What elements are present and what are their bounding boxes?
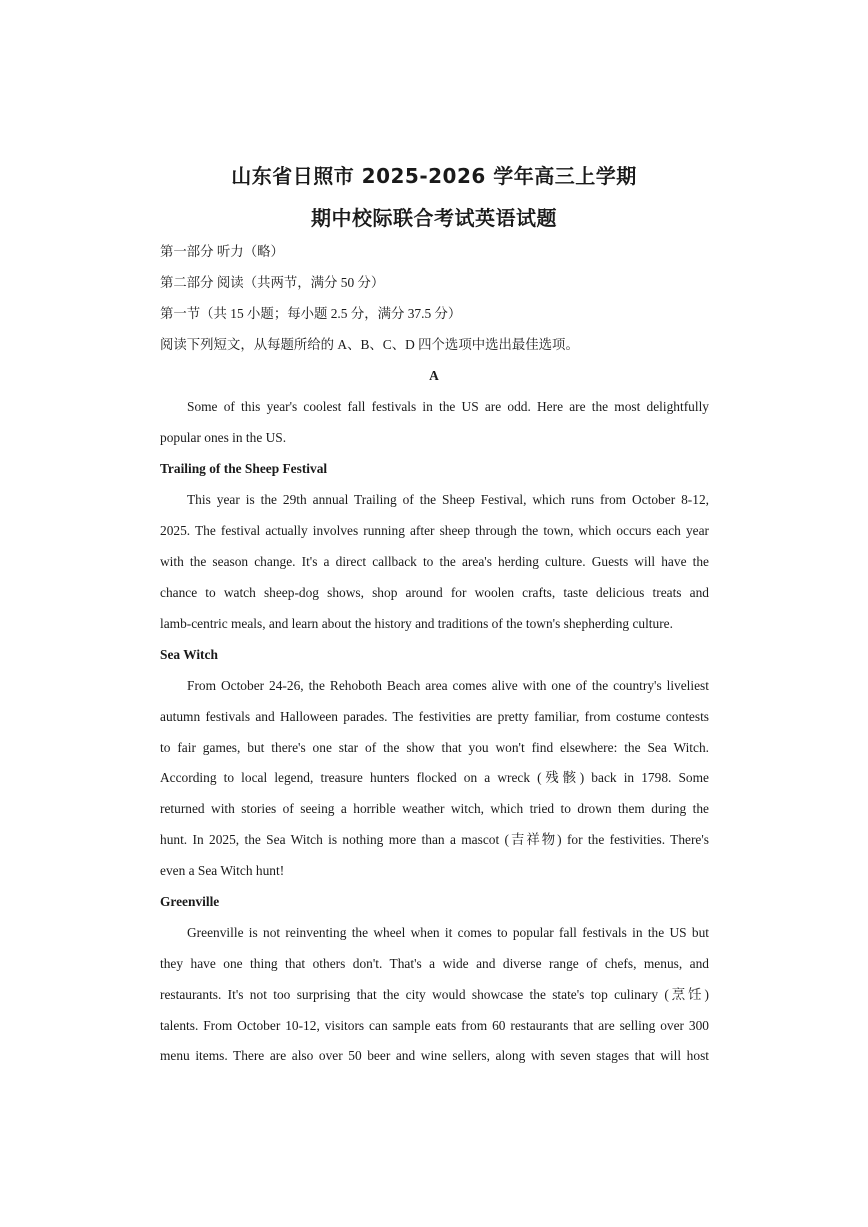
paragraph-line: This year is the 29th annual Trailing of the Sheep Festival, which runs from October 8-12,	[187, 492, 709, 507]
paragraph-line: Greenville is not reinventing the wheel when it comes to popular fall festivals in the US but	[187, 925, 709, 940]
paragraph-line: menu items. There are also over 50 beer and wine sellers, along with seven stages that will host	[160, 1048, 709, 1063]
subheading-sheep-festival: Trailing of the Sheep Festival	[160, 461, 328, 476]
paragraph-line: to fair games, but there's one star of the show that you won't find elsewhere: the Sea Witch.	[160, 740, 709, 755]
paragraph-line: talents. From October 10-12, visitors can sample eats from 60 restaurants that are selling over 300	[160, 1018, 709, 1033]
passage-letter: A	[429, 368, 439, 383]
section-one-heading: 第一节（共 15 小题；每小题 2.5 分，满分 37.5 分）	[160, 306, 462, 321]
part-two-heading: 第二部分 阅读（共两节，满分 50 分）	[160, 275, 385, 290]
subheading-sea-witch: Sea Witch	[160, 647, 218, 662]
part-one-heading: 第一部分 听力（略）	[160, 244, 284, 259]
paragraph-line: with the season change. It's a direct callback to the area's herding culture. Guests will have the	[160, 554, 709, 569]
paragraph-line: they have one thing that others don't. That's a wide and diverse range of chefs, menus, and	[160, 956, 709, 971]
paragraph-line: From October 24-26, the Rehoboth Beach area comes alive with one of the country's liveliest	[187, 678, 709, 693]
paragraph-line: popular ones in the US.	[160, 430, 287, 445]
subheading-greenville: Greenville	[160, 894, 220, 909]
reading-instructions: 阅读下列短文，从每题所给的 A、B、C、D 四个选项中选出最佳选项。	[160, 337, 579, 352]
paragraph-line: lamb-centric meals, and learn about the history and traditions of the town's shepherding culture.	[160, 616, 673, 631]
paragraph-line: even a Sea Witch hunt!	[160, 863, 285, 878]
exam-title-line-2: 期中校际联合考试英语试题	[311, 206, 557, 230]
paragraph-line: returned with stories of seeing a horrible weather witch, which tried to drown them during the	[160, 801, 709, 816]
paragraph-line: hunt. In 2025, the Sea Witch is nothing more than a mascot (吉祥物) for the festivities. There's	[160, 832, 709, 847]
exam-title-line-1: 山东省日照市 2025-2026 学年高三上学期	[231, 164, 637, 188]
paragraph-line: According to local legend, treasure hunters flocked on a wreck (残骸) back in 1798. Some	[160, 770, 709, 785]
paragraph-line: 2025. The festival actually involves running after sheep through the town, which occurs each year	[160, 523, 709, 538]
paragraph-line: chance to watch sheep-dog shows, shop around for woolen crafts, taste delicious treats and	[160, 585, 709, 600]
paragraph-line: autumn festivals and Halloween parades. The festivities are pretty familiar, from costume contests	[160, 709, 709, 724]
paragraph-line: restaurants. It's not too surprising that the city would showcase the state's top culinary (烹饪)	[160, 987, 709, 1002]
paragraph-line: Some of this year's coolest fall festivals in the US are odd. Here are the most delightfully	[187, 399, 709, 414]
